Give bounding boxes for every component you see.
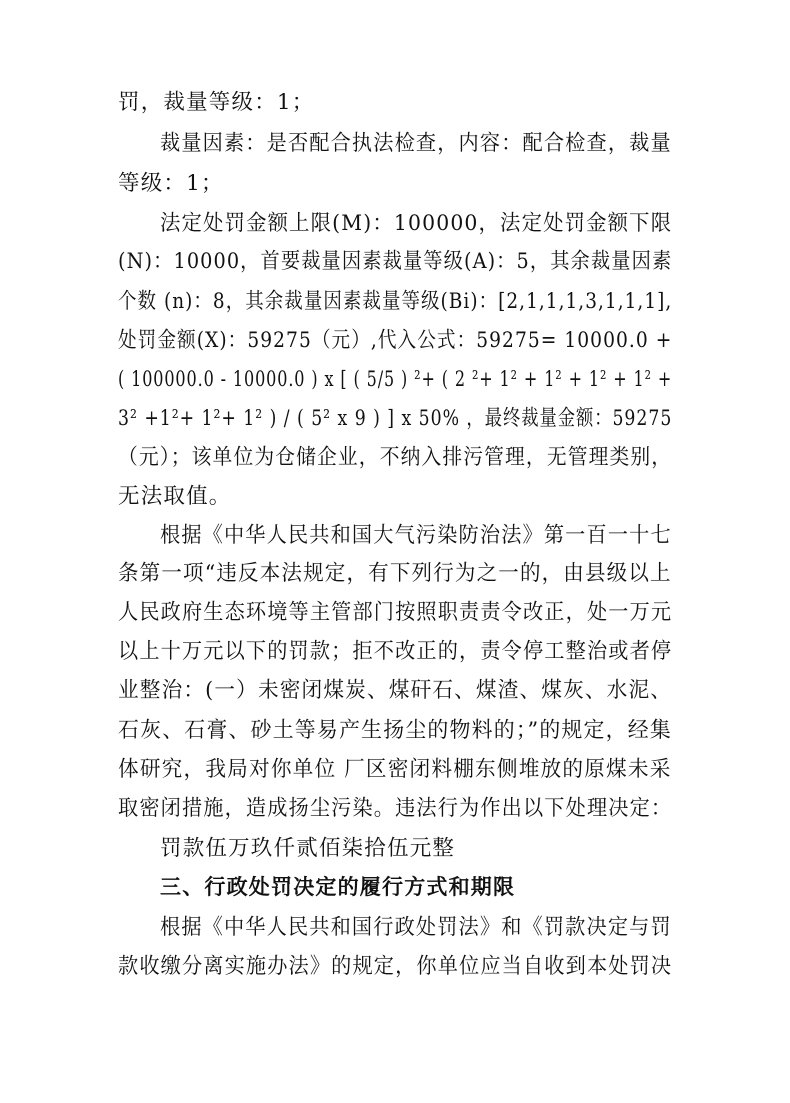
text-line: 罚，裁量等级：1； — [118, 90, 315, 115]
text-line: 无法取值。 — [118, 484, 232, 509]
text-line: 根据《中华人民共和国大气污染防治法》第一百一十七 — [160, 523, 672, 548]
text-line: 体研究，我局对你单位 厂区密闭料棚东侧堆放的原煤未采 — [118, 757, 672, 782]
text-line: 以上十万元以下的罚款；拒不改正的，责令停工整治或者停 — [118, 639, 673, 664]
text-line: 条第一项“违反本法规定，有下列行为之一的，由县级以上 — [118, 561, 672, 586]
text-line: 等级：1； — [118, 171, 224, 196]
text-line: (N)：10000，首要裁量因素裁量等级(A)：5，其余裁量因素 — [118, 249, 673, 274]
text-line: 业整治：(一）未密闭煤炭、煤矸石、煤渣、煤灰、水泥、 — [118, 678, 673, 703]
text-line: （元）；该单位为仓储企业，不纳入排污管理，无管理类别， — [118, 445, 673, 470]
text-line: 裁量因素：是否配合执法检查，内容：配合检查，裁量 — [160, 131, 672, 156]
text-line: 处罚金额(X)：59275（元）,代入公式：59275= 10000.0 + — [118, 328, 673, 353]
text-line: 个数 (n)：8，其余裁量因素裁量等级(Bi)：[2,1,1,1,3,1,1,1], — [118, 289, 673, 314]
section-heading: 三、行政处罚决定的履行方式和期限 — [160, 875, 516, 899]
text-line: 3² +1²+ 1²+ 1² ) / ( 5² x 9 ) ] x 50% ，最终裁量金额：59275 — [118, 406, 673, 431]
text-line: 石灰、石膏、砂土等易产生扬尘的物料的；”的规定，经集 — [118, 718, 672, 743]
text-line: 根据《中华人民共和国行政处罚法》和《罚款决定与罚 — [160, 915, 672, 940]
text-line: 取密闭措施，造成扬尘污染。违法行为作出以下处理决定： — [118, 796, 673, 821]
text-line: ( 100000.0 - 10000.0 ) x [ ( 5/5 ) ²+ ( 2 ²+ 1² + 1² + 1² + 1² + — [118, 367, 673, 392]
text-line: 法定处罚金额上限(M)：100000，法定处罚金额下限 — [160, 211, 673, 236]
text-line: 人民政府生态环境等主管部门按照职责责令改正，处一万元 — [118, 600, 673, 625]
text-line: 款收缴分离实施办法》的规定，你单位应当自收到本处罚决 — [118, 954, 673, 979]
text-line: 罚款伍万玖仟贰佰柒拾伍元整 — [160, 836, 456, 861]
